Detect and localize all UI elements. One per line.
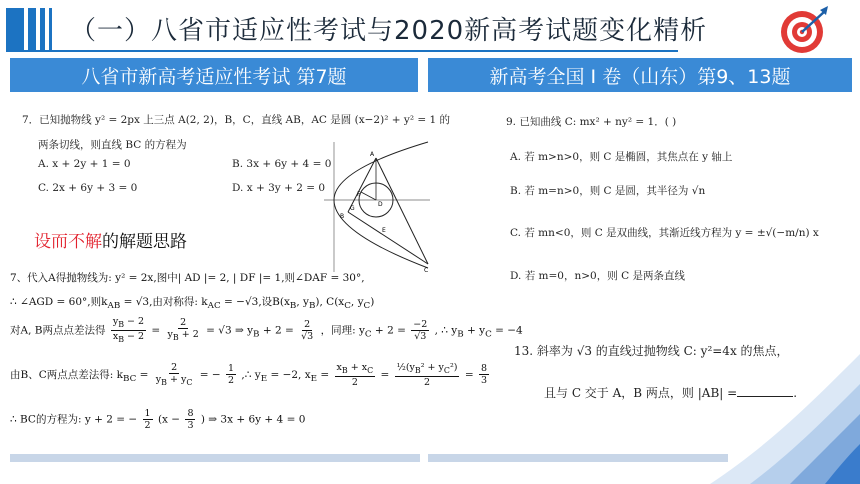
q7-line1: 7．已知抛物线 y² = 2px 上三点 A(2, 2)，B，C，直线 AB，AC 是圆 (x−2)² + y² = 1 的 — [22, 114, 451, 126]
s3d: ，同理: y — [320, 324, 365, 337]
header-underline — [8, 50, 678, 52]
left-panel-title-text: 八省市新高考适应性考试 第7题 — [81, 65, 347, 88]
s5a: ∴ BC的方程为: y + 2 = − — [10, 413, 138, 426]
s4b: = − — [199, 368, 221, 381]
figure-label-g: G — [350, 205, 355, 212]
q9-option-c: C. 若 mn<0，则 C 是双曲线，其渐近线方程为 y = ±√(−m/n) x — [510, 227, 819, 239]
frac-2: $\frac{2}{y_B + 2}$ — [167, 317, 199, 343]
q7-option-b: B. 3x + 6y + 4 = 0 — [232, 158, 332, 170]
s3c: + 2 = — [259, 324, 294, 337]
parabola-circle-figure — [320, 140, 432, 274]
figure-label-b: B — [340, 213, 345, 220]
q13-line2: 且与 C 交于 A，B 两点，则 |AB| = . — [544, 386, 798, 400]
frac-1: $\frac{y_B - 2}{x_B - 2}$ — [112, 316, 145, 344]
s3e: + 2 = — [371, 324, 406, 337]
q13-line2-text: 且与 C 交于 A，B 两点，则 |AB| = — [544, 386, 738, 400]
s3a: 对A, B两点点差法得 — [10, 324, 106, 337]
frac-4: $\frac{-2}{√3}$ — [413, 318, 428, 342]
q7-line2: 两条切线，则直线 BC 的方程为 — [38, 139, 187, 151]
s2k-part: ) — [370, 296, 375, 308]
solution-line-2 — [10, 294, 374, 311]
solution-line-5 — [10, 408, 305, 431]
q9-option-b: B. 若 m=n>0，则 C 是圆，其半径为 √n — [510, 185, 706, 197]
figure-label-d: D — [378, 201, 383, 208]
right-panel-title — [428, 58, 852, 92]
method-heading-rest: 的解题思路 — [102, 232, 187, 252]
frac-11: $\frac{8}{3}$ — [187, 408, 194, 431]
s4a: 由B、C两点点差法得: k — [10, 368, 123, 381]
solution-line-1: 7、代入A得抛物线为: y² = 2x,图中| AD |= 2, | DF |= 1,则∠DAF = 30°, — [10, 272, 365, 284]
solution-line-3: 对A, B两点点差法得 $\frac{y_B - 2}{x_B - 2}$ = $\frac{2}{y_B + 2}$ = √3 ⇒ $y_B + 2$ = $\frac{2}{√3}$ ，同理: $y_C + 2$ = $\frac{-2}{√3}$ , ∴ $y_B + y_C = -4$ — [10, 316, 523, 344]
q7-option-d: D. x + 3y + 2 = 0 — [232, 182, 326, 194]
header-accent-bar-thin — [28, 8, 36, 52]
q9-stem: 9. 已知曲线 C: mx² + ny² = 1．( ) — [506, 116, 677, 128]
header-accent-bar-thinnest — [49, 8, 52, 52]
s3f: , ∴ y — [434, 324, 458, 337]
header-accent-bar-thinner — [40, 8, 45, 52]
page-title: （一）八省市适应性考试与2020新高考试题变化精析 — [70, 16, 708, 46]
q13-line1: 13. 斜率为 √3 的直线过抛物线 C: y²=4x 的焦点， — [514, 344, 789, 358]
frac-7: $\frac{x_B + x_C}{2}$ — [336, 362, 374, 388]
s3b: = √3 ⇒ y — [206, 324, 254, 337]
s2e-part: = −√3,设B(x — [220, 296, 290, 308]
s3h: = −4 — [491, 324, 523, 337]
s3g: + y — [463, 324, 486, 337]
right-bottom-rule — [428, 454, 728, 462]
left-bottom-rule — [10, 454, 420, 462]
right-panel-title-text: 新高考全国 Ⅰ 卷（山东）第9、13题 — [489, 65, 791, 88]
frac-6: $\frac{1}{2}$ — [228, 363, 235, 387]
frac-5: $\frac{2}{y_B + y_C}$ — [155, 362, 193, 387]
method-heading-red: 设而不解 — [34, 232, 102, 252]
frac-8: $\frac{\frac{1}{2}(y_B^2 + y_C^2)}{2}$ — [396, 362, 458, 388]
s2-part: ∴ ∠AGD = 60°,则k — [10, 296, 108, 308]
frac-10: $\frac{1}{2}$ — [144, 408, 151, 431]
s2d-sub: AC — [207, 301, 221, 312]
s2-sub: AB — [107, 301, 121, 312]
s2h-part: ), C(x — [315, 296, 345, 308]
q7-option-c: C. 2x + 6y + 3 = 0 — [38, 182, 138, 194]
decorative-swoosh — [690, 344, 860, 484]
figure-label-a: A — [370, 151, 375, 158]
solution-line-4: 由B、C两点点差法得: $k_{BC}$ = $\frac{2}{y_B + y_C}$ = − $\frac{1}{2}$ ,∴ $y_E = -2$, $x_E$ = $\frac{x_B + x_C}{2}$ = $\frac{\frac{1}{2}(y_B^2 + y_C^2)}{2}$ = $\frac{8}{3}$ — [10, 362, 488, 388]
q9-option-a: A. 若 m>n>0，则 C 是椭圆，其焦点在 y 轴上 — [510, 151, 733, 163]
left-panel-title — [10, 58, 418, 92]
figure-label-e: E — [382, 227, 386, 234]
s2g-sub: B — [308, 301, 316, 312]
s4d: = −2, x — [267, 368, 311, 381]
method-heading — [34, 227, 187, 252]
q7-option-a: A. x + 2y + 1 = 0 — [38, 158, 131, 170]
s2c-part: = √3,由对称得: k — [120, 296, 208, 308]
s2j-sub: C — [363, 301, 371, 312]
q9-option-d: D. 若 m=0，n>0，则 C 是两条直线 — [510, 270, 685, 282]
s2j-part: , y — [350, 296, 364, 308]
header-accent-bar — [6, 8, 24, 52]
s4c: ,∴ y — [241, 368, 261, 381]
figure-label-c: C — [424, 267, 429, 274]
target-icon — [776, 4, 832, 56]
s2g-part: , y — [296, 296, 309, 308]
frac-9: $\frac{8}{3}$ — [480, 363, 488, 387]
figure-label-f: F — [357, 191, 361, 198]
s2i-sub: C — [344, 301, 351, 312]
s5b: (x − — [157, 413, 181, 426]
s2f-sub: B — [289, 301, 297, 312]
s5c: ) ⇒ 3x + 6y + 4 = 0 — [200, 413, 306, 426]
frac-3: $\frac{2}{√3}$ — [301, 318, 314, 342]
